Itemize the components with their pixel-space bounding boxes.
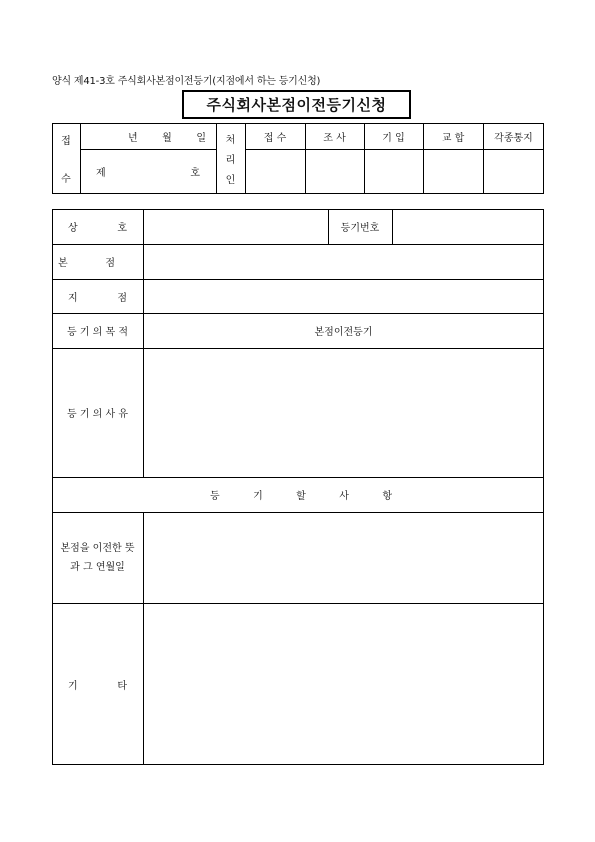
col-notices-header: 각종통지 bbox=[494, 132, 533, 144]
registration-matters-header: 등 기 할 사 항 bbox=[210, 491, 392, 502]
col-collation-header: 교 합 bbox=[441, 132, 465, 144]
processor-label: 처 리 인 bbox=[225, 135, 236, 186]
col-inspection-header: 조 사 bbox=[323, 132, 346, 144]
number-prefix-label: 제 bbox=[96, 168, 106, 179]
registration-number-field[interactable] bbox=[392, 209, 544, 244]
registration-purpose-label: 등 기 의 목 적 bbox=[66, 327, 128, 338]
sign-box-notices[interactable] bbox=[483, 149, 544, 194]
registration-cause-field[interactable] bbox=[143, 348, 544, 477]
number-suffix-label: 호 bbox=[190, 168, 200, 179]
day-label: 일 bbox=[196, 132, 206, 144]
form-title: 주식회사본점이전등기신청 bbox=[182, 90, 411, 119]
receipt-su-label: 수 bbox=[61, 173, 71, 185]
month-label: 월 bbox=[162, 132, 172, 144]
sign-box-collation[interactable] bbox=[423, 149, 483, 194]
head-office-field[interactable] bbox=[143, 244, 544, 279]
form-number-label: 양식 제41-3호 주식회사본점이전등기(지점에서 하는 등기신청) bbox=[52, 76, 321, 87]
head-office-label: 본 점 bbox=[58, 258, 115, 269]
registration-cause-label: 등 기 의 사 유 bbox=[66, 409, 128, 420]
relocation-field[interactable] bbox=[143, 512, 544, 603]
col-entry-header: 기 입 bbox=[382, 132, 405, 144]
trade-name-label: 상 호 bbox=[68, 223, 127, 234]
receipt-jeop-label: 접 bbox=[61, 135, 71, 147]
sign-box-receipt[interactable] bbox=[245, 149, 305, 194]
receipt-date-line bbox=[80, 123, 216, 149]
sign-box-entry[interactable] bbox=[364, 149, 423, 194]
sign-box-inspection[interactable] bbox=[305, 149, 364, 194]
other-label: 기 타 bbox=[68, 680, 127, 692]
branch-label: 지 점 bbox=[68, 292, 127, 304]
receipt-number-line bbox=[80, 149, 216, 194]
registration-purpose-value: 본점이전등기 bbox=[314, 327, 373, 338]
other-field[interactable] bbox=[143, 603, 544, 765]
year-label: 년 bbox=[128, 132, 138, 144]
trade-name-field[interactable] bbox=[143, 209, 328, 244]
registration-number-label: 등기번호 bbox=[340, 223, 380, 234]
col-receipt-header: 접 수 bbox=[263, 132, 287, 144]
relocation-label: 본점을 이전한 뜻 과 그 연월일 bbox=[60, 542, 135, 573]
branch-field[interactable] bbox=[143, 279, 544, 313]
